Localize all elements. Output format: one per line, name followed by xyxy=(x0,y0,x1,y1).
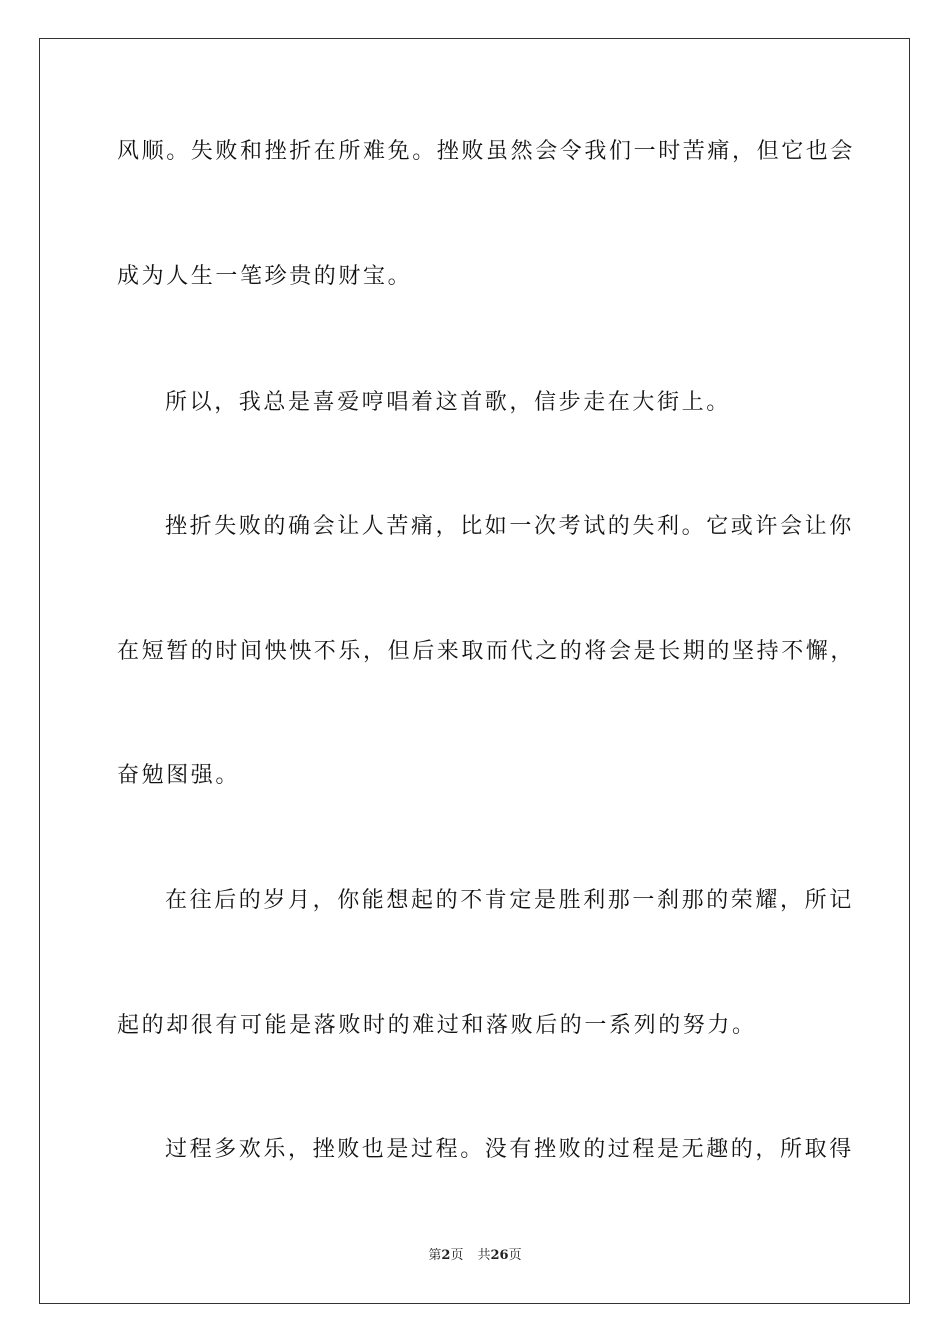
text-line-7: 在往后的岁月，你能想起的不肯定是胜利那一刹那的荣耀，所记 xyxy=(165,888,854,913)
text-line-6: 奋勉图强。 xyxy=(117,763,241,788)
text-line-2: 成为人生一笔珍贵的财宝。 xyxy=(117,264,413,289)
page-number: 2 xyxy=(441,1248,451,1263)
page-footer xyxy=(0,1247,950,1265)
total-suffix: 页 xyxy=(508,1248,522,1263)
page-suffix: 页 xyxy=(450,1248,464,1263)
text-line-8: 起的却很有可能是落败时的难过和落败后的一系列的努力。 xyxy=(117,1013,757,1038)
total-pages: 26 xyxy=(490,1248,509,1263)
total-prefix: 共 xyxy=(477,1248,491,1263)
text-line-1: 风顺。失败和挫折在所难免。挫败虽然会令我们一时苦痛，但它也会 xyxy=(117,139,856,164)
text-line-3: 所以，我总是喜爱哼唱着这首歌，信步走在大街上。 xyxy=(165,390,731,415)
text-line-5: 在短暂的时间怏怏不乐，但后来取而代之的将会是长期的坚持不懈， xyxy=(117,639,856,664)
page-border xyxy=(39,38,910,1304)
text-line-4: 挫折失败的确会让人苦痛，比如一次考试的失利。它或许会让你 xyxy=(165,514,854,539)
text-line-9: 过程多欢乐，挫败也是过程。没有挫败的过程是无趣的，所取得 xyxy=(165,1137,854,1162)
page-prefix: 第 xyxy=(428,1248,442,1263)
